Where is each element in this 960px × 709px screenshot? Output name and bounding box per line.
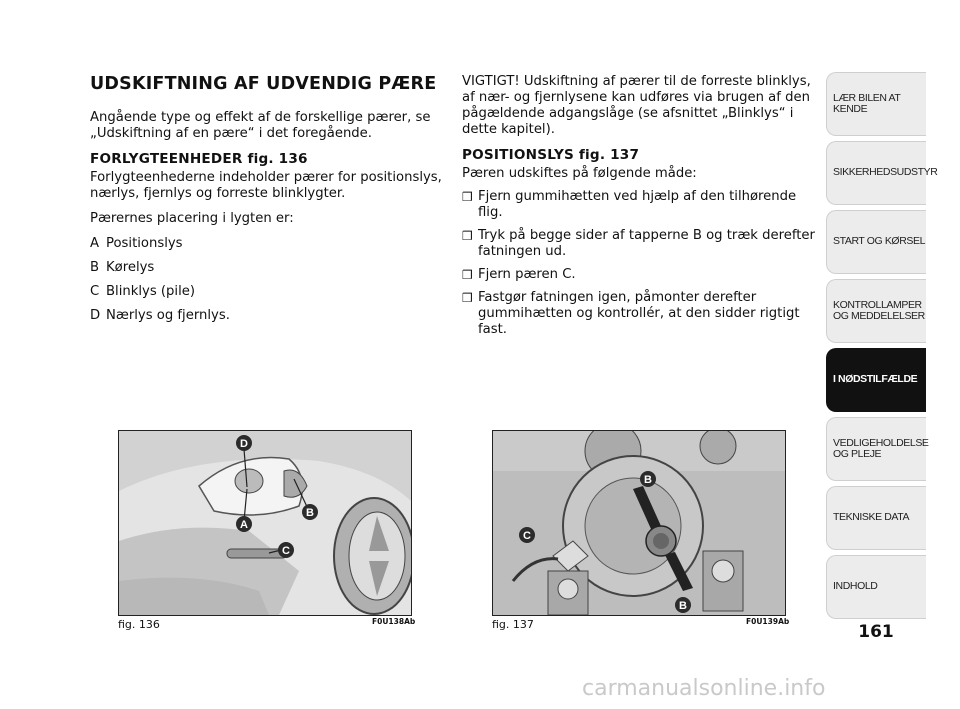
- placement-text: Pærernes placering i lygten er:: [90, 211, 294, 226]
- watermark: carmanualsonline.info: [582, 676, 826, 701]
- tab-vedligeholdelse[interactable]: VEDLIGEHOLDELSE OG PLEJE: [826, 417, 926, 481]
- headlamp-text: Forlygteenhederne indeholder pærer for positionslys, nærlys, fjernlys og forreste blinklygter.: [90, 170, 442, 201]
- checkbox-icon: ❒: [462, 190, 473, 204]
- figure-136-caption: fig. 136: [118, 618, 160, 631]
- step-item: ❒ Fastgør fatningen igen, påmonter derefter gummihætten og kontrollér, at den sidder rigtigt fast.: [462, 290, 800, 337]
- important-note: VIGTIGT! Udskiftning af pærer til de forreste blinklys, af nær- og fjernlysene kan udføres via brugen af den pågældende adgangslåge (se afsnittet „Blinklys“ i dette kapitel).: [462, 74, 811, 137]
- list-item: C Blinklys (pile): [90, 284, 196, 299]
- tab-sikkerhedsudstyr[interactable]: SIKKERHEDSUDSTYR: [826, 141, 926, 205]
- label-b: B: [306, 507, 314, 519]
- page-heading: UDSKIFTNING AF UDVENDIG PÆRE: [90, 74, 437, 94]
- procedure-intro: Pæren udskiftes på følgende måde:: [462, 166, 697, 181]
- tab-tekniske-data[interactable]: TEKNISKE DATA: [826, 486, 926, 550]
- checkbox-icon: ❒: [462, 291, 473, 305]
- label-a: A: [240, 519, 248, 531]
- section-heading-headlamps: FORLYGTEENHEDER fig. 136: [90, 151, 308, 167]
- left-column: [90, 74, 445, 332]
- checkbox-icon: ❒: [462, 229, 473, 243]
- label-c: C: [282, 545, 290, 557]
- figure-137-caption: fig. 137: [492, 618, 534, 631]
- tab-laer-bilen-at-kende[interactable]: LÆR BILEN AT KENDE: [826, 72, 926, 136]
- page-number: 161: [858, 622, 894, 642]
- tab-kontrollamper[interactable]: KONTROLLAMPER OG MEDDELELSER: [826, 279, 926, 343]
- figure-136-code: F0U138Ab: [372, 617, 416, 626]
- section-heading-position-lights: POSITIONSLYS fig. 137: [462, 147, 640, 163]
- step-item: ❒ Fjern pæren C.: [462, 267, 576, 282]
- label-b-top: B: [644, 474, 652, 486]
- tab-start-og-korsel[interactable]: START OG KØRSEL: [826, 210, 926, 274]
- label-d: D: [240, 438, 248, 450]
- tab-indhold[interactable]: INDHOLD: [826, 555, 926, 619]
- list-item: B Kørelys: [90, 260, 155, 275]
- figure-137-socket-illustration: [492, 430, 786, 616]
- label-b-bottom: B: [679, 600, 687, 612]
- checkbox-icon: ❒: [462, 268, 473, 282]
- step-item: ❒ Tryk på begge sider af tapperne B og træk derefter fatningen ud.: [462, 228, 815, 259]
- list-item: A Positionslys: [90, 236, 183, 251]
- figure-137-code: F0U139Ab: [746, 617, 790, 626]
- label-c: C: [523, 530, 531, 542]
- tab-i-nodstilfaelde[interactable]: I NØDSTILFÆLDE: [826, 348, 926, 412]
- step-item: ❒ Fjern gummihætten ved hjælp af den tilhørende flig.: [462, 189, 797, 220]
- intro-text: Angående type og effekt af de forskellige pærer, se „Udskiftning af en pære“ i det foregående.: [90, 110, 431, 141]
- right-column: [462, 74, 822, 345]
- list-item: D Nærlys og fjernlys.: [90, 308, 230, 323]
- figure-136-headlamp-illustration: [118, 430, 412, 616]
